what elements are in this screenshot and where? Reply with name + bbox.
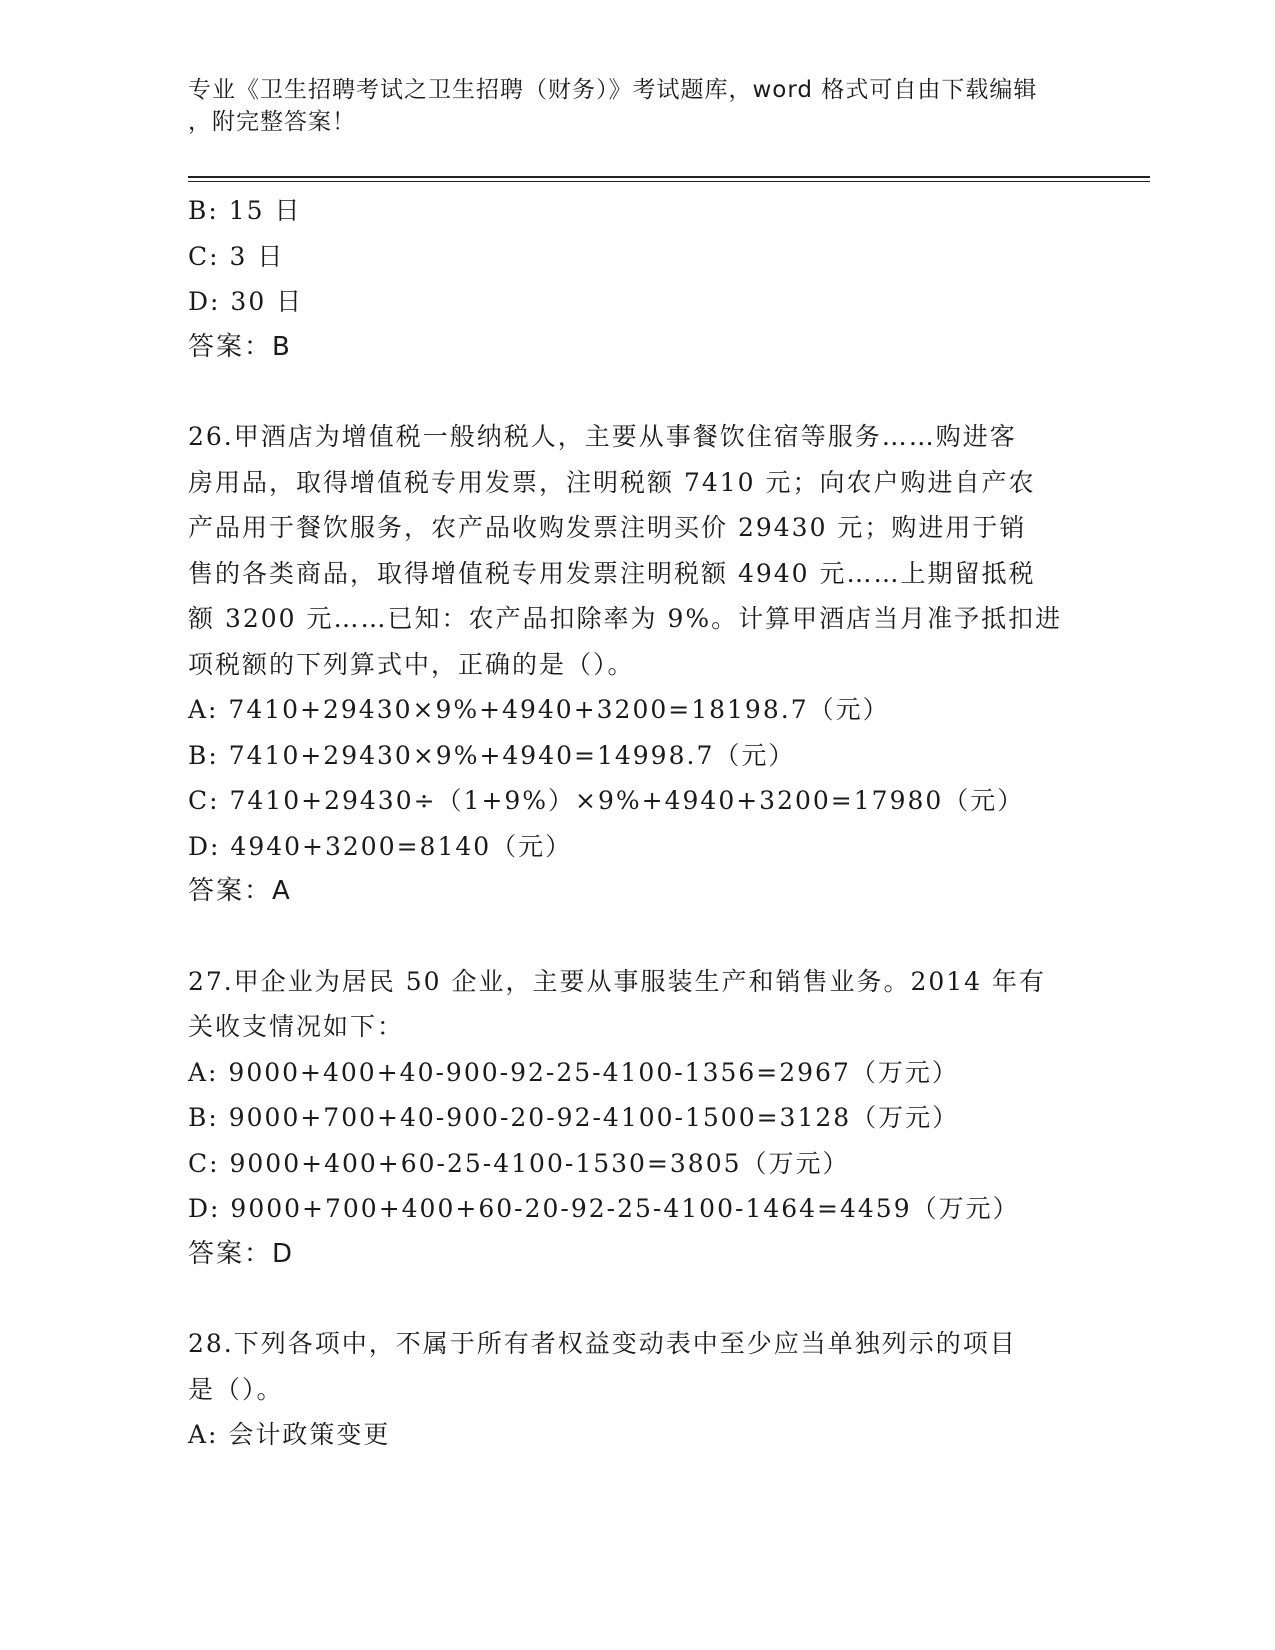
question-stem-line: 额 3200 元……已知：农产品扣除率为 9%。计算甲酒店当月准予抵扣进 (188, 604, 1063, 633)
option-b: B: 9000+700+40-900-20-92-4100-1500=3128（万元） (188, 1103, 960, 1132)
option-a: A: 9000+400+40-900-92-25-4100-1356=2967（万元） (188, 1057, 959, 1087)
question-stem-line: 产品用于餐饮服务，农产品收购发票注明买价 29430 元；购进用于销 (188, 513, 1027, 542)
question-stem-line: 关收支情况如下： (188, 1012, 405, 1041)
answer-label: 答案：D (188, 1238, 295, 1269)
option-c: C: 3 日 (188, 241, 285, 271)
option-a: A: 7410+29430×9%+4940+3200=18198.7（元） (188, 695, 890, 724)
header-rule-thin (188, 181, 1150, 182)
question-stem-line: 26.甲酒店为增值税一般纳税人，主要从事餐饮住宿等服务……购进客 (188, 422, 1017, 451)
question-25 (188, 188, 1088, 370)
question-27 (188, 959, 1088, 1278)
question-stem-line: 27.甲企业为居民 50 企业，主要从事服装生产和销售业务。2014 年有 (188, 966, 1047, 996)
question-stem-line: 项税额的下列算式中，正确的是（）。 (188, 649, 635, 679)
answer-label: 答案：B (188, 331, 292, 362)
question-26 (188, 414, 1088, 915)
header-rule-thick (188, 176, 1150, 178)
option-c: C: 9000+400+60-25-4100-1530=3805（万元） (188, 1148, 850, 1178)
question-stem-line: 房用品，取得增值税专用发票，注明税额 7410 元；向农户购进自产农 (188, 467, 1036, 497)
option-b: B: 15 日 (188, 196, 302, 225)
question-content (188, 188, 1088, 1458)
option-c: C: 7410+29430÷（1+9%）×9%+4940+3200=17980（元） (188, 786, 1025, 815)
option-a: A: 会计政策变更 (188, 1420, 391, 1449)
question-28 (188, 1321, 1088, 1458)
answer-label: 答案：A (188, 876, 292, 906)
header-line-2: ，附完整答案！ (188, 109, 356, 135)
document-header (188, 74, 1068, 138)
question-stem-line: 是（）。 (188, 1374, 284, 1404)
option-d: D: 9000+700+400+60-20-92-25-4100-1464=4459（万元） (188, 1194, 1020, 1223)
option-d: D: 30 日 (188, 287, 304, 316)
option-b: B: 7410+29430×9%+4940=14998.7（元） (188, 740, 796, 770)
header-line-1: 专业《卫生招聘考试之卫生招聘（财务）》考试题库，word 格式可自由下载编辑 (188, 77, 1038, 103)
question-stem-line: 28.下列各项中，不属于所有者权益变动表中至少应当单独列示的项目 (188, 1329, 1017, 1358)
question-stem-line: 售的各类商品，取得增值税专用发票注明税额 4940 元……上期留抵税 (188, 558, 1036, 588)
option-d: D: 4940+3200=8140（元） (188, 831, 573, 861)
